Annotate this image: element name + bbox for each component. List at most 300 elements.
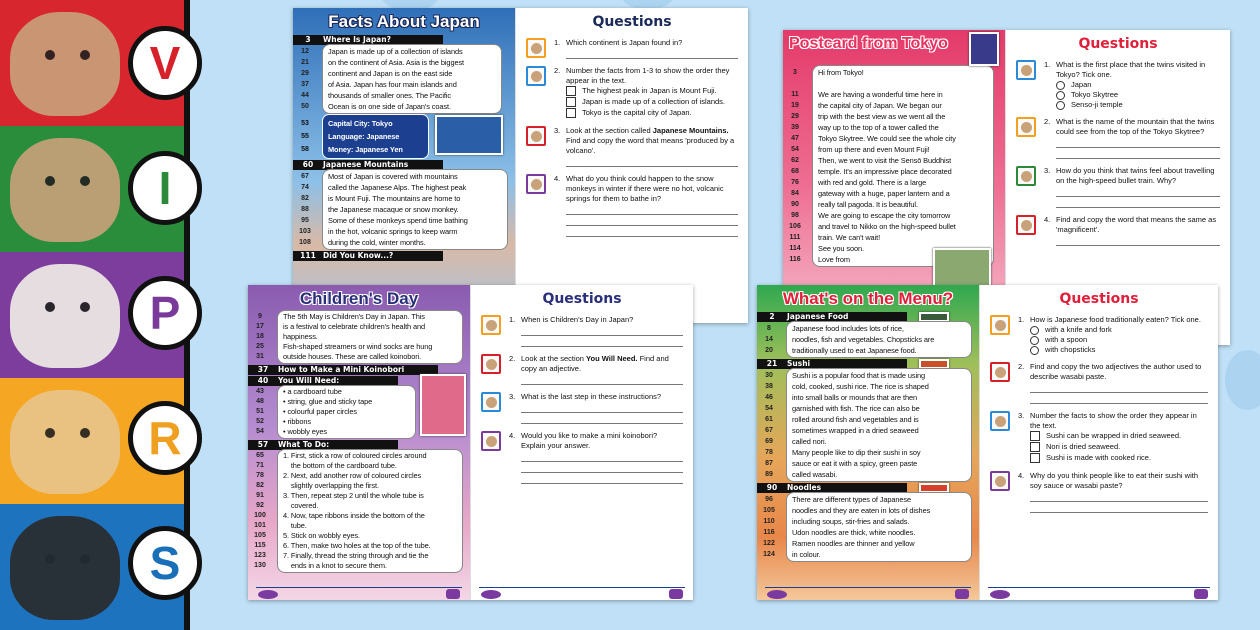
text-line bbox=[789, 232, 988, 243]
dog-avatar-icon bbox=[990, 411, 1010, 431]
question bbox=[526, 174, 738, 240]
line-number: 29 bbox=[301, 70, 309, 77]
text-line bbox=[791, 199, 988, 210]
line-number: 68 bbox=[791, 168, 799, 175]
line-text: noodles, fish and vegetables. Chopsticks are bbox=[792, 335, 935, 344]
answer-line[interactable] bbox=[521, 336, 683, 347]
dog-face bbox=[995, 367, 1006, 378]
text-line bbox=[256, 491, 457, 501]
answer-line[interactable] bbox=[1056, 235, 1220, 246]
line-number: 39 bbox=[791, 124, 799, 131]
dog-face bbox=[995, 320, 1006, 331]
line-number: 31 bbox=[256, 353, 264, 360]
text-page-title: What's on the Menu? bbox=[782, 289, 954, 308]
dog-eye bbox=[45, 302, 55, 312]
question-text-part: When is Children's Day in Japan? bbox=[521, 315, 634, 324]
checkbox-option[interactable] bbox=[1030, 442, 1208, 452]
line-number: 105 bbox=[763, 507, 775, 514]
question-text-part: Number the facts from 1-3 to show the order they appear in the text. bbox=[566, 66, 730, 85]
line-text: the capital city of Japan. We began our bbox=[818, 101, 942, 110]
answer-line[interactable] bbox=[1056, 197, 1220, 208]
question-body bbox=[1018, 362, 1208, 407]
answer-line[interactable] bbox=[566, 48, 738, 59]
question-number: 2. bbox=[1044, 117, 1051, 126]
line-text: outside houses. These are called koinobori. bbox=[283, 352, 422, 361]
text-page bbox=[248, 285, 470, 600]
text-line bbox=[256, 451, 457, 461]
line-number: 30 bbox=[765, 372, 773, 379]
option-label: The highest peak in Japan is Mount Fuji. bbox=[582, 86, 717, 95]
line-number: 54 bbox=[791, 146, 799, 153]
dog-avatar-icon bbox=[990, 362, 1010, 382]
answer-line[interactable] bbox=[1056, 137, 1220, 148]
text-box bbox=[765, 369, 971, 481]
text-line bbox=[256, 427, 410, 437]
line-number: 51 bbox=[256, 408, 264, 415]
line-text: • a cardboard tube bbox=[283, 387, 342, 396]
line-text: garnished with fish. The rice can also be bbox=[792, 404, 920, 413]
line-number: 2 bbox=[769, 312, 775, 321]
option-label: Tokyo is the capital city of Japan. bbox=[582, 108, 692, 117]
line-number: 116 bbox=[789, 256, 801, 263]
line-text: • colourful paper circles bbox=[283, 407, 358, 416]
twinkl-badge bbox=[955, 589, 969, 599]
question-body bbox=[1044, 117, 1220, 162]
questions-title: Questions bbox=[1059, 291, 1139, 307]
text-line bbox=[791, 177, 988, 188]
question-text-part: What do you think could happen to the snow monkeys in winter if there were no hot, volcanic springs for them to bathe in? bbox=[566, 174, 724, 203]
question-text-part: Why do you think people like to eat their sushi with soy sauce or wasabi paste? bbox=[1030, 471, 1199, 490]
line-number: 37 bbox=[257, 365, 269, 374]
text-line bbox=[765, 447, 966, 458]
questions-title: Questions bbox=[1078, 36, 1158, 52]
text-line bbox=[256, 501, 457, 511]
answer-line[interactable] bbox=[1030, 502, 1208, 513]
question bbox=[990, 362, 1208, 407]
radio-button[interactable] bbox=[1030, 346, 1039, 355]
line-number: 111 bbox=[300, 251, 316, 260]
answer-line[interactable] bbox=[521, 374, 683, 385]
line-number: 130 bbox=[254, 562, 266, 569]
text-box bbox=[256, 386, 415, 438]
vipers-letter-s: S bbox=[128, 526, 202, 600]
section-heading bbox=[293, 251, 443, 261]
question-text bbox=[509, 431, 683, 451]
worksheet-children[interactable] bbox=[248, 285, 693, 600]
section-heading bbox=[757, 312, 907, 322]
line-text: thousands of smaller ones. The Pacific bbox=[328, 91, 452, 100]
dog-avatar-icon bbox=[1016, 60, 1036, 80]
question bbox=[481, 315, 683, 350]
line-text: slightly overlapping the first. bbox=[283, 481, 379, 490]
question-prompt bbox=[521, 315, 633, 325]
checkbox-option[interactable] bbox=[566, 108, 738, 118]
question-text bbox=[509, 354, 683, 374]
question-number: 1. bbox=[509, 315, 516, 324]
text-line bbox=[301, 57, 496, 68]
answer-line[interactable] bbox=[521, 402, 683, 413]
line-text: Sushi is a popular food that is made using bbox=[792, 371, 926, 380]
dog-avatar-icon bbox=[481, 392, 501, 412]
line-number: 89 bbox=[765, 471, 773, 478]
question-body bbox=[509, 431, 683, 487]
text-line bbox=[765, 403, 966, 414]
checkbox[interactable] bbox=[1030, 442, 1040, 452]
line-number: 87 bbox=[765, 460, 773, 467]
dog-face bbox=[1021, 171, 1032, 182]
line-number: 38 bbox=[765, 383, 773, 390]
line-text: really tall pagoda. It is beautiful. bbox=[818, 200, 918, 209]
radio-button[interactable] bbox=[1056, 81, 1065, 90]
question-text bbox=[509, 315, 683, 325]
option-label: Japan is made up of a collection of islands. bbox=[582, 97, 726, 106]
questions-page bbox=[979, 285, 1218, 600]
line-number: 90 bbox=[766, 483, 778, 492]
question-body bbox=[509, 315, 683, 350]
line-number: 52 bbox=[256, 418, 264, 425]
questions-title: Questions bbox=[542, 291, 622, 307]
text-line bbox=[765, 425, 966, 436]
footer bbox=[988, 587, 1210, 599]
dog-eye bbox=[80, 302, 90, 312]
line-number: 78 bbox=[765, 449, 773, 456]
text-page bbox=[293, 8, 515, 323]
line-number: 76 bbox=[791, 179, 799, 186]
radio-option[interactable] bbox=[1030, 325, 1208, 335]
line-text: ends in a knot to secure them. bbox=[283, 561, 387, 570]
line-text: 4. Now, tape ribbons inside the bottom of the bbox=[283, 511, 425, 520]
text-line bbox=[818, 78, 988, 89]
twinkl-logo bbox=[258, 590, 278, 599]
text-line bbox=[299, 226, 502, 237]
text-line bbox=[256, 407, 410, 417]
section-heading bbox=[293, 160, 443, 170]
text-line bbox=[765, 381, 966, 392]
question-text bbox=[1018, 471, 1208, 491]
text-line bbox=[763, 505, 966, 516]
twinkl-badge bbox=[1194, 589, 1208, 599]
question-text-part: Would you like to make a mini koinobori? Explain your answer. bbox=[521, 431, 658, 450]
question bbox=[990, 471, 1208, 516]
line-number: 88 bbox=[301, 206, 309, 213]
answer-line[interactable] bbox=[566, 215, 738, 226]
text-line bbox=[254, 521, 457, 531]
line-text: • string, glue and sticky tape bbox=[283, 397, 373, 406]
section-heading-text: Did You Know...? bbox=[323, 251, 394, 260]
text-line bbox=[765, 345, 966, 356]
question-number: 1. bbox=[1044, 60, 1051, 69]
dog-face bbox=[1021, 65, 1032, 76]
option-label: with a knife and fork bbox=[1045, 325, 1112, 334]
radio-button[interactable] bbox=[1030, 336, 1039, 345]
answer-line[interactable] bbox=[1056, 186, 1220, 197]
question-number: 1. bbox=[1018, 315, 1025, 324]
text-page-title: Postcard from Tokyo bbox=[789, 35, 948, 52]
section-heading-text: Japanese Mountains bbox=[323, 160, 409, 169]
text-line bbox=[256, 417, 410, 427]
dog-eye bbox=[45, 428, 55, 438]
line-number: 124 bbox=[763, 551, 775, 558]
question-prompt bbox=[1056, 60, 1220, 80]
question-body bbox=[1018, 315, 1208, 358]
checkbox-option[interactable] bbox=[1030, 453, 1208, 463]
sushi-image bbox=[919, 359, 949, 369]
vipers-letter-i: I bbox=[128, 151, 202, 225]
dog-illustration bbox=[10, 12, 120, 116]
question-number: 3. bbox=[509, 392, 516, 401]
radio-option[interactable] bbox=[1056, 90, 1220, 100]
radio-button[interactable] bbox=[1056, 101, 1065, 110]
dog-illustration bbox=[10, 516, 120, 620]
line-text: during the cold, winter months. bbox=[328, 238, 426, 247]
line-number: 8 bbox=[767, 325, 771, 332]
question bbox=[526, 38, 738, 62]
line-number: 78 bbox=[256, 472, 264, 479]
text-line bbox=[765, 392, 966, 403]
line-text: Many people like to dip their sushi in soy bbox=[792, 448, 921, 457]
line-text: happiness. bbox=[283, 332, 318, 341]
dog-avatar-icon bbox=[1016, 117, 1036, 137]
line-text: Tokyo Skytree. We could see the whole city bbox=[818, 134, 956, 143]
text-page bbox=[757, 285, 979, 600]
question bbox=[990, 315, 1208, 358]
text-line bbox=[301, 117, 423, 130]
option-label: with chopsticks bbox=[1045, 345, 1096, 354]
line-text: in the hot, volcanic springs to keep warm bbox=[328, 227, 458, 236]
answer-line[interactable] bbox=[1030, 491, 1208, 502]
text-line bbox=[765, 458, 966, 469]
line-number: 57 bbox=[257, 440, 269, 449]
question-prompt bbox=[566, 174, 738, 204]
line-number: 61 bbox=[765, 416, 773, 423]
question-text-part: Look at the section bbox=[521, 354, 587, 363]
line-number: 100 bbox=[254, 512, 266, 519]
line-number: 98 bbox=[791, 212, 799, 219]
question-text-part: How do you think that twins feel about travelling on the high-speed bullet train. Why? bbox=[1056, 166, 1215, 185]
line-number: 58 bbox=[301, 146, 309, 153]
line-number: 108 bbox=[299, 239, 311, 246]
answer-line[interactable] bbox=[1056, 148, 1220, 159]
text-line bbox=[765, 334, 966, 345]
checkbox[interactable] bbox=[566, 97, 576, 107]
line-text: with red and gold. There is a large bbox=[818, 178, 927, 187]
line-number: 44 bbox=[301, 92, 309, 99]
text-box bbox=[256, 311, 462, 363]
line-text: Ramen noodles are thinner and yellow bbox=[792, 539, 915, 548]
dog-face bbox=[995, 476, 1006, 487]
line-number: 84 bbox=[791, 190, 799, 197]
section-heading bbox=[248, 365, 438, 375]
question bbox=[481, 354, 683, 388]
question-number: 2. bbox=[1018, 362, 1025, 371]
text-line bbox=[301, 204, 502, 215]
line-number: 103 bbox=[299, 228, 311, 235]
line-number: 47 bbox=[791, 135, 799, 142]
text-line bbox=[254, 531, 457, 541]
dog-avatar-icon bbox=[526, 66, 546, 86]
dog-avatar-icon bbox=[481, 431, 501, 451]
line-number: 110 bbox=[763, 518, 775, 525]
checkbox[interactable] bbox=[1030, 453, 1040, 463]
line-text: the Japanese macaque or snow monkey. bbox=[328, 205, 459, 214]
wasabi-bowl-image bbox=[919, 483, 949, 493]
option-label: with a spoon bbox=[1045, 335, 1088, 344]
twinkl-logo bbox=[990, 590, 1010, 599]
question-text-part: Find and copy the word that means 'produced by a volcano'. bbox=[566, 136, 735, 155]
option-label: Nori is dried seaweed. bbox=[1046, 442, 1121, 451]
question-text bbox=[554, 38, 738, 48]
line-number: 82 bbox=[301, 195, 309, 202]
question-prompt bbox=[521, 431, 683, 451]
question-body bbox=[1018, 411, 1208, 467]
line-text: called wasabi. bbox=[792, 470, 838, 479]
radio-option[interactable] bbox=[1056, 100, 1220, 110]
koinobori-illustration bbox=[420, 374, 466, 436]
line-number: 122 bbox=[763, 540, 775, 547]
dog-avatar-icon bbox=[481, 354, 501, 374]
footer bbox=[765, 587, 971, 599]
text-line bbox=[765, 436, 966, 447]
vipers-letter-v: V bbox=[128, 26, 202, 100]
checkbox-option[interactable] bbox=[566, 97, 738, 107]
twinkl-badge bbox=[669, 589, 683, 599]
question-body bbox=[554, 126, 738, 170]
question-body bbox=[1018, 471, 1208, 516]
line-number: 91 bbox=[256, 492, 264, 499]
question-bold-text: Japanese Mountains. bbox=[652, 126, 729, 135]
line-number: 37 bbox=[301, 81, 309, 88]
line-number: 67 bbox=[765, 427, 773, 434]
line-text: is a festival to celebrate children's health and bbox=[283, 322, 426, 331]
section-heading-text: What To Do: bbox=[278, 440, 330, 449]
line-number: 53 bbox=[301, 120, 309, 127]
checkbox-option[interactable] bbox=[566, 86, 738, 96]
answer-line[interactable] bbox=[566, 226, 738, 237]
line-number: 25 bbox=[256, 343, 264, 350]
line-text: 2. Next, add another row of coloured circles bbox=[283, 471, 422, 480]
line-text: called the Japanese Alps. The highest peak bbox=[328, 183, 467, 192]
line-text: Most of Japan is covered with mountains bbox=[328, 172, 458, 181]
question-body bbox=[554, 38, 738, 62]
question-prompt bbox=[566, 66, 738, 86]
line-number: 101 bbox=[254, 522, 266, 529]
answer-line[interactable] bbox=[521, 451, 683, 462]
answer-line[interactable] bbox=[566, 204, 738, 215]
line-number: 60 bbox=[302, 160, 314, 169]
question-text bbox=[1044, 60, 1220, 80]
worksheet-menu[interactable] bbox=[757, 285, 1218, 600]
text-line bbox=[254, 561, 457, 571]
question bbox=[481, 392, 683, 427]
answer-line[interactable] bbox=[566, 156, 738, 167]
text-line bbox=[254, 511, 457, 521]
text-line bbox=[256, 387, 410, 397]
radio-option[interactable] bbox=[1030, 345, 1208, 355]
checkbox-option[interactable] bbox=[1030, 431, 1208, 441]
line-text: We are having a wonderful time here in bbox=[818, 90, 943, 99]
question-body bbox=[509, 354, 683, 388]
section-heading-text: Noodles bbox=[787, 483, 822, 492]
radio-option[interactable] bbox=[1056, 80, 1220, 90]
text-line bbox=[256, 397, 410, 407]
question-prompt bbox=[1030, 315, 1201, 325]
dog-eye bbox=[80, 554, 90, 564]
dog-face bbox=[486, 320, 497, 331]
question-text bbox=[554, 66, 738, 86]
questions-page bbox=[515, 8, 748, 323]
text-page-title: Children's Day bbox=[299, 289, 419, 308]
radio-button[interactable] bbox=[1030, 326, 1039, 335]
question-body bbox=[1044, 166, 1220, 211]
line-text: Then, we went to visit the Sensō Buddhist bbox=[818, 156, 952, 165]
text-line bbox=[301, 90, 496, 101]
line-text: See you soon. bbox=[818, 244, 864, 253]
question-number: 4. bbox=[1018, 471, 1025, 480]
answer-line[interactable] bbox=[521, 462, 683, 473]
dog-eye bbox=[80, 428, 90, 438]
worksheet-japan[interactable] bbox=[293, 8, 748, 323]
line-text: Japan is made up of a collection of islands bbox=[328, 47, 463, 56]
text-line bbox=[299, 237, 502, 248]
text-line bbox=[765, 494, 966, 505]
twinkl-logo bbox=[481, 590, 501, 599]
text-line bbox=[256, 352, 457, 362]
question-text-part: Find and copy an adjective. bbox=[521, 354, 669, 373]
dog-illustration bbox=[10, 264, 120, 368]
answer-line[interactable] bbox=[521, 325, 683, 336]
question-body bbox=[1044, 60, 1220, 113]
line-number: 54 bbox=[256, 428, 264, 435]
checkbox[interactable] bbox=[566, 108, 576, 118]
text-box bbox=[765, 322, 971, 357]
question-body bbox=[509, 392, 683, 427]
text-line bbox=[301, 101, 496, 112]
line-number: 62 bbox=[791, 157, 799, 164]
text-line bbox=[791, 155, 988, 166]
text-line bbox=[763, 538, 966, 549]
line-number: 21 bbox=[766, 359, 778, 368]
question-number: 2. bbox=[509, 354, 516, 363]
answer-line[interactable] bbox=[521, 413, 683, 424]
question-text bbox=[554, 126, 738, 156]
line-text: temple. It's an impressive place decorated bbox=[818, 167, 952, 176]
radio-button[interactable] bbox=[1056, 91, 1065, 100]
line-number: 46 bbox=[765, 394, 773, 401]
text-line bbox=[789, 221, 988, 232]
line-number: 74 bbox=[301, 184, 309, 191]
answer-line[interactable] bbox=[1030, 393, 1208, 404]
question-text bbox=[554, 174, 738, 204]
line-text: cold, cooked, sushi rice. The rice is shaped bbox=[792, 382, 929, 391]
checkbox[interactable] bbox=[1030, 431, 1040, 441]
question-text bbox=[1018, 411, 1208, 431]
question-text-part: What is the first place that the twins visited in Tokyo? Tick one. bbox=[1056, 60, 1206, 79]
line-number: 69 bbox=[765, 438, 773, 445]
checkbox[interactable] bbox=[566, 86, 576, 96]
answer-line[interactable] bbox=[521, 473, 683, 484]
line-number: 50 bbox=[301, 103, 309, 110]
radio-option[interactable] bbox=[1030, 335, 1208, 345]
question-text bbox=[1044, 215, 1220, 235]
line-number: 3 bbox=[793, 69, 797, 76]
text-line bbox=[301, 130, 423, 143]
line-text: way up to the top of a tower called the bbox=[818, 123, 939, 132]
answer-line[interactable] bbox=[1030, 382, 1208, 393]
line-number: 114 bbox=[789, 245, 801, 252]
question bbox=[481, 431, 683, 487]
line-text: 5. Stick on wobbly eyes. bbox=[283, 531, 360, 540]
dog-avatar-icon bbox=[990, 471, 1010, 491]
